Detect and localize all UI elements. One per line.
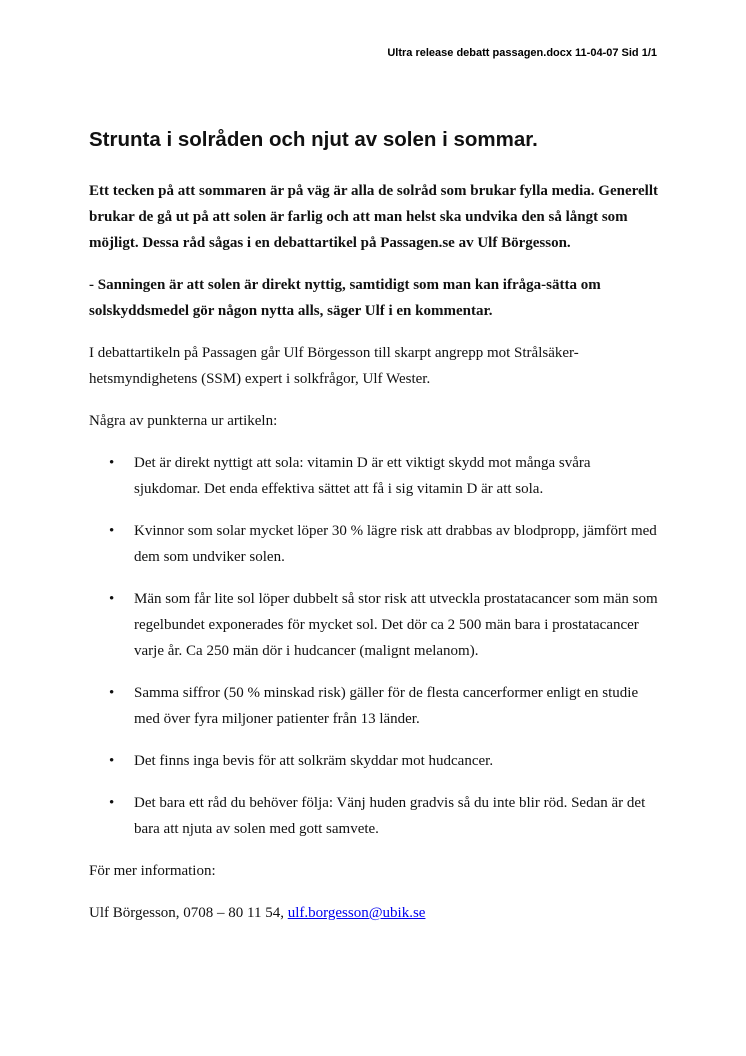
bullet-icon: • [109,455,115,471]
email-link[interactable]: ulf.borgesson@ubik.se [287,905,426,921]
quote-paragraph: - Sanningen är att solen är direkt nyttig, samtidigt som man kan ifråga-sätta om solskyddsmedel gör någon nytta alls, säger Ulf i en kommentar. [89,277,601,319]
document-title: Strunta i solråden och njut av solen i sommar. [89,128,538,151]
list-item [89,450,659,502]
list-item [89,790,659,842]
bullet-icon: • [109,795,115,811]
list-item-text: Det är direkt nyttigt att sola: vitamin D är ett viktigt skydd mot många svåra sjukdomar. Det enda effektiva sättet att få i sig vitamin D är att sola. [134,455,591,497]
body-paragraph: I debattartikeln på Passagen går Ulf Börgesson till skarpt angrepp mot Strålsäker-hetsmyndighetens (SSM) expert i solkfrågor, Ulf Wester. [89,345,579,387]
bullet-icon: • [109,685,115,701]
lead-paragraph: Ett tecken på att sommaren är på väg är alla de solråd som brukar fylla media. Generellt brukar de gå ut på att solen är farlig och att man helst ska undvika den så långt som möjligt. Dessa råd sågas i en debattartikel på Passagen.se av Ulf Börgesson. [89,183,658,251]
list-item-text: Det finns inga bevis för att solkräm skyddar mot hudcancer. [134,753,494,769]
points-list [89,450,659,842]
contact-line [89,900,659,926]
list-item-text: Samma siffror (50 % minskad risk) gäller för de flesta cancerformer enligt en studie med över fyra miljoner patienter från 13 länder. [134,685,639,727]
bullet-icon: • [109,523,115,539]
list-intro: Några av punkterna ur artikeln: [89,413,278,429]
list-item [89,586,659,664]
list-item [89,518,659,570]
more-info-label: För mer information: [89,863,216,879]
list-item-text: Män som får lite sol löper dubbelt så stor risk att utveckla prostatacancer som män som regelbundet exponerades för mycket sol. Det dör ca 2 500 män bara i prostatacancer varje år. Ca 250 män dör i hudcancer (malignt melanom). [134,591,658,659]
document-body [89,178,659,942]
list-item [89,748,659,774]
bullet-icon: • [109,753,115,769]
bullet-icon: • [109,591,115,607]
list-item-text: Kvinnor som solar mycket löper 30 % lägre risk att drabbas av blodpropp, jämfört med dem som undviker solen. [134,523,657,565]
contact-text: Ulf Börgesson, 0708 – 80 11 54, [89,905,288,921]
running-header: Ultra release debatt passagen.docx 11-04-07 Sid 1/1 [387,47,657,59]
list-item [89,680,659,732]
list-item-text: Det bara ett råd du behöver följa: Vänj huden gradvis så du inte blir röd. Sedan är det bara att njuta av solen med gott samvete. [134,795,646,837]
